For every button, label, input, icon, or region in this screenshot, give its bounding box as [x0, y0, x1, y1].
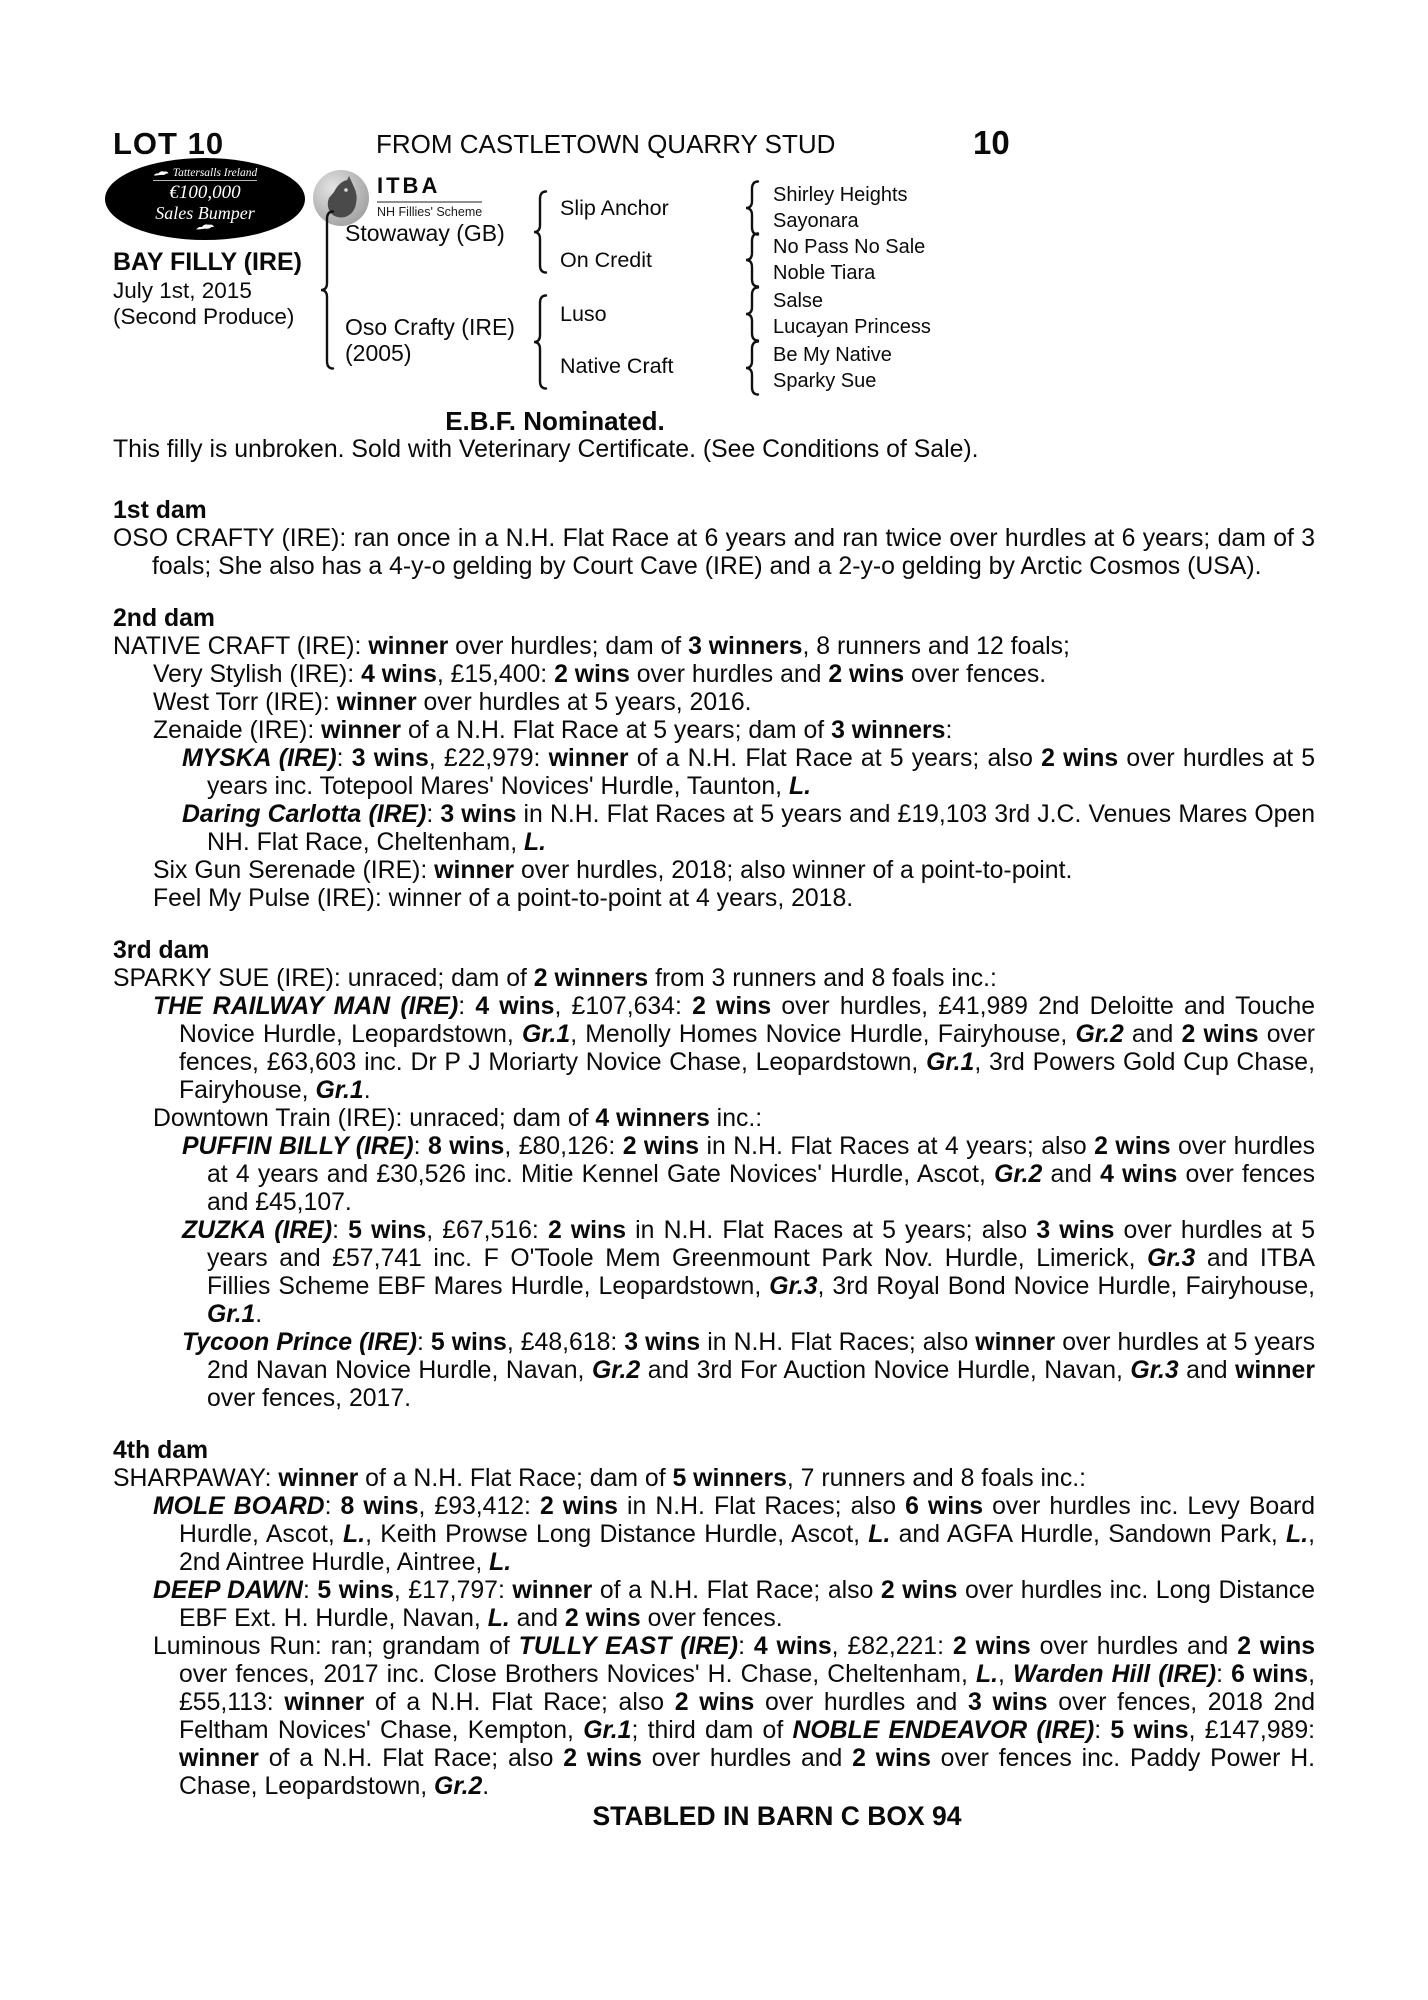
- text-run: Gr.3: [1147, 1245, 1196, 1272]
- pedigree-paragraph: [113, 1105, 1315, 1133]
- text-run: MOLE BOARD: [153, 1493, 325, 1520]
- bumper-brand-row: [153, 167, 257, 181]
- subject-foaled-date: July 1st, 2015: [113, 278, 252, 303]
- text-run: :: [426, 801, 441, 828]
- text-run: over fences, £63,603 inc. Dr P J Moriarty Novice Chase, Leopardstown,: [179, 1021, 1315, 1076]
- pedigree-ggp-3: No Pass No Sale: [773, 236, 926, 258]
- text-run: in N.H. Flat Races at 5 years; also: [626, 1217, 1037, 1244]
- fox-icon: [153, 170, 169, 177]
- text-run: 5 wins: [317, 1577, 394, 1604]
- pedigree-dam-year: (2005): [345, 340, 412, 366]
- text-run: over hurdles and: [641, 1745, 853, 1772]
- text-run: 2 wins: [622, 1133, 700, 1160]
- sales-bumper-logo: [105, 158, 305, 240]
- text-run: THE RAILWAY MAN (IRE): [153, 993, 459, 1020]
- text-run: winner: [284, 1689, 365, 1716]
- bumper-amount: €100,000: [169, 182, 241, 203]
- text-run: and: [1123, 1021, 1182, 1048]
- text-run: 3 wins: [440, 801, 517, 828]
- text-run: over hurdles, 2018; also winner of a point-to-point.: [514, 857, 1073, 884]
- text-run: NATIVE CRAFT (IRE):: [113, 633, 369, 660]
- text-run: , 3rd Royal Bond Novice Hurdle, Fairyhouse,: [817, 1273, 1315, 1300]
- brace-icon: [533, 294, 549, 390]
- text-run: :: [302, 1577, 318, 1604]
- text-run: 6 wins: [905, 1493, 984, 1520]
- fox-icon: [195, 223, 215, 231]
- text-run: L.: [868, 1521, 891, 1548]
- pedigree-paragraph: [113, 717, 1315, 745]
- lot-number: LOT 10: [113, 126, 225, 161]
- text-run: , £80,126:: [504, 1133, 623, 1160]
- text-run: TULLY EAST (IRE): [518, 1633, 739, 1660]
- brace-icon: [745, 232, 761, 288]
- section-heading: 4th dam: [113, 1437, 209, 1464]
- pedigree-paragraph: [113, 1133, 1315, 1217]
- text-run: winner: [336, 689, 417, 716]
- subject-block: [113, 248, 302, 330]
- pedigree-ggp-2: Sayonara: [773, 210, 859, 232]
- text-run: inc.:: [709, 1105, 763, 1132]
- pedigree-sire-sire: Slip Anchor: [560, 196, 669, 220]
- text-run: L.: [975, 1661, 998, 1688]
- text-run: winner: [278, 1465, 359, 1492]
- bumper-brand: Tattersalls Ireland: [172, 167, 258, 179]
- pedigree-paragraph: [113, 801, 1315, 857]
- text-run: , £82,221:: [831, 1633, 953, 1660]
- text-run: and 3rd For Auction Novice Hurdle, Navan,: [640, 1357, 1131, 1384]
- text-run: in N.H. Flat Races at 5 years and £19,103 3rd J.C. Venues Mares Open NH. Flat Race, Cheltenham,: [207, 801, 1316, 856]
- stabled-line: STABLED IN BARN C BOX 94: [592, 1801, 962, 1831]
- pedigree-paragraph: [113, 965, 1315, 993]
- text-run: L.: [343, 1521, 366, 1548]
- text-run: over fences, 2018 2nd Feltham Novices' Chase, Kempton,: [179, 1689, 1316, 1744]
- text-run: of a N.H. Flat Race at 5 years; also: [628, 745, 1042, 772]
- text-run: Very Stylish (IRE):: [153, 661, 362, 688]
- text-run: of a N.H. Flat Race; also: [592, 1577, 881, 1604]
- text-run: Tycoon Prince (IRE): [182, 1329, 417, 1356]
- text-run: and: [1178, 1357, 1236, 1384]
- text-run: , £17,797:: [393, 1577, 513, 1604]
- text-run: 4 winners: [595, 1105, 710, 1132]
- text-run: over fences, 2017 inc. Close Brothers Novices' H. Chase, Cheltenham,: [179, 1661, 976, 1688]
- text-run: Gr.3: [1130, 1357, 1179, 1384]
- pedigree-paragraph: [113, 1329, 1315, 1413]
- text-run: 8 wins: [427, 1133, 505, 1160]
- text-run: Luminous Run: ran; grandam of: [153, 1633, 519, 1660]
- brace-icon: [533, 190, 549, 274]
- page-number: 10: [973, 124, 1010, 161]
- text-run: L.: [523, 829, 547, 856]
- text-run: in N.H. Flat Races; also: [700, 1329, 976, 1356]
- vendor-line: FROM CASTLETOWN QUARRY STUD: [376, 129, 836, 159]
- text-run: and: [1042, 1161, 1101, 1188]
- text-run: :: [416, 1329, 431, 1356]
- text-run: winner: [548, 745, 629, 772]
- text-run: over hurdles at 5 years, 2016.: [416, 689, 752, 716]
- text-run: in N.H. Flat Races; also: [617, 1493, 906, 1520]
- text-run: and AGFA Hurdle, Sandown Park,: [890, 1521, 1287, 1548]
- itba-scheme: NH Fillies' Scheme: [377, 205, 483, 219]
- text-run: Gr.1: [583, 1717, 632, 1744]
- text-run: , £67,516:: [426, 1217, 548, 1244]
- text-run: :: [336, 745, 352, 772]
- text-run: over hurdles at 5 years inc. Totepool Mares' Novices' Hurdle, Taunton,: [207, 745, 1315, 800]
- text-run: and ITBA Fillies Scheme EBF Mares Hurdle, Leopardstown,: [207, 1245, 1315, 1300]
- text-run: winner: [321, 717, 402, 744]
- text-run: , 2nd Aintree Hurdle, Aintree,: [179, 1521, 1315, 1576]
- text-run: L.: [487, 1605, 510, 1632]
- pedigree-paragraph: [113, 1493, 1315, 1577]
- text-run: over hurdles and: [629, 661, 829, 688]
- itba-text: [377, 170, 482, 219]
- pedigree-paragraph: [113, 885, 1315, 913]
- text-run: West Torr (IRE):: [153, 689, 337, 716]
- text-run: Gr.3: [769, 1273, 818, 1300]
- text-run: 2 wins: [880, 1577, 958, 1604]
- text-run: from 3 runners and 8 foals inc.:: [648, 965, 997, 992]
- text-run: Six Gun Serenade (IRE):: [153, 857, 435, 884]
- pedigree-paragraph: [113, 745, 1315, 801]
- text-run: 2 wins: [852, 1745, 931, 1772]
- text-run: 4 wins: [753, 1633, 832, 1660]
- text-run: over hurdles at 4 years and £30,526 inc. Mitie Kennel Gate Novices' Hurdle, Ascot,: [207, 1133, 1316, 1188]
- text-run: .: [255, 1301, 263, 1328]
- pedigree-dam: [345, 314, 515, 366]
- text-run: , 8 runners and 12 foals;: [802, 633, 1070, 660]
- text-run: 2 wins: [554, 661, 630, 688]
- text-run: winner: [434, 857, 515, 884]
- text-run: 3 winners: [831, 717, 946, 744]
- text-run: over fences.: [640, 1605, 783, 1632]
- text-run: winner: [975, 1329, 1056, 1356]
- pedigree-paragraph: [113, 993, 1315, 1105]
- text-run: and: [509, 1605, 565, 1632]
- pedigree-ggp-1: Shirley Heights: [773, 184, 908, 206]
- text-run: over hurdles; dam of: [448, 633, 689, 660]
- text-run: 2 wins: [563, 1745, 642, 1772]
- text-run: 2 wins: [692, 993, 772, 1020]
- text-run: over fences, 2017.: [207, 1385, 412, 1412]
- text-run: , Keith Prowse Long Distance Hurdle, Ascot,: [365, 1521, 869, 1548]
- text-run: 2 wins: [828, 661, 905, 688]
- section-heading: 1st dam: [113, 497, 207, 524]
- text-run: over fences inc. Paddy Power H. Chase, Leopardstown,: [179, 1745, 1315, 1800]
- page-header: [113, 124, 1315, 161]
- text-run: :: [945, 717, 953, 744]
- bumper-name: Sales Bumper: [155, 203, 255, 223]
- text-run: :: [458, 993, 476, 1020]
- text-run: L.: [489, 1549, 512, 1576]
- text-run: 4 wins: [361, 661, 437, 688]
- pedigree-paragraph: [113, 1577, 1315, 1633]
- text-run: 6 wins: [1231, 1661, 1309, 1688]
- pedigree-ggp-6: Lucayan Princess: [773, 316, 931, 338]
- text-run: over hurdles and: [1030, 1633, 1238, 1660]
- text-run: over hurdles and: [754, 1689, 968, 1716]
- text-run: Gr.1: [521, 1021, 571, 1048]
- pedigree-ggp-5: Salse: [773, 290, 824, 312]
- text-run: winner: [1235, 1357, 1315, 1384]
- pedigree-sire-dam: On Credit: [560, 248, 653, 272]
- text-run: :: [324, 1493, 341, 1520]
- text-run: :: [1216, 1661, 1232, 1688]
- text-run: 2 winners: [533, 965, 649, 992]
- text-run: , £107,634:: [554, 993, 693, 1020]
- text-run: over fences and £45,107.: [207, 1161, 1316, 1216]
- itba-name: ITBA: [377, 173, 482, 203]
- subject-name: BAY FILLY (IRE): [113, 248, 302, 276]
- text-run: 5 wins: [348, 1217, 427, 1244]
- text-run: 2 wins: [540, 1493, 618, 1520]
- text-run: OSO CRAFTY (IRE): ran once in a N.H. Flat Race at 6 years and ran twice over hurdles at 6 years; dam of 3 foals; She also has a 4-y-o gelding by Court Cave (IRE) and a 2-y-o gelding by Arctic Cosmos (USA).: [113, 525, 1315, 580]
- text-run: , £22,979:: [428, 745, 549, 772]
- text-run: L.: [788, 773, 811, 800]
- text-run: Gr.2: [1075, 1021, 1124, 1048]
- text-run: of a N.H. Flat Race; also: [364, 1689, 675, 1716]
- text-run: MYSKA (IRE): [182, 745, 337, 772]
- text-run: SHARPAWAY:: [113, 1465, 279, 1492]
- text-run: 5 wins: [1110, 1717, 1189, 1744]
- text-run: 2 wins: [564, 1605, 641, 1632]
- text-run: winner: [512, 1577, 593, 1604]
- text-run: , Menolly Homes Novice Hurdle, Fairyhouse,: [570, 1021, 1076, 1048]
- itba-logo: [313, 170, 482, 226]
- ebf-nominated-line: E.B.F. Nominated.: [445, 406, 665, 436]
- pedigree-ggp-8: Sparky Sue: [773, 370, 877, 392]
- text-run: 3 winners: [688, 633, 803, 660]
- text-run: ZUZKA (IRE): [182, 1217, 333, 1244]
- text-run: 3 wins: [1036, 1217, 1115, 1244]
- text-run: DEEP DAWN: [153, 1577, 303, 1604]
- text-run: PUFFIN BILLY (IRE): [182, 1133, 414, 1160]
- pedigree-paragraph: [113, 857, 1315, 885]
- text-run: , £55,113:: [179, 1661, 1315, 1716]
- sale-conditions-line: This filly is unbroken. Sold with Veterinary Certificate. (See Conditions of Sale).: [113, 436, 979, 463]
- text-run: Gr.2: [591, 1357, 641, 1384]
- text-run: over fences.: [904, 661, 1047, 688]
- pedigree-paragraph: [113, 525, 1315, 581]
- pedigree-paragraph: [113, 633, 1315, 661]
- text-run: 2 wins: [674, 1689, 755, 1716]
- pedigree-paragraph: [113, 1465, 1315, 1493]
- text-run: :: [738, 1633, 754, 1660]
- text-run: , £93,412:: [418, 1493, 540, 1520]
- text-run: ; third dam of: [631, 1717, 793, 1744]
- text-run: Gr.2: [994, 1161, 1043, 1188]
- text-run: , 3rd Powers Gold Cup Chase, Fairyhouse,: [179, 1049, 1315, 1104]
- text-run: 2 wins: [547, 1217, 626, 1244]
- text-run: .: [363, 1077, 371, 1104]
- section-heading: 2nd dam: [113, 605, 215, 632]
- text-run: .: [482, 1773, 490, 1800]
- text-run: 2 wins: [1041, 745, 1119, 772]
- text-run: over hurdles, £41,989 2nd Deloitte and Touche Novice Hurdle, Leopardstown,: [179, 993, 1316, 1048]
- text-run: Zenaide (IRE):: [153, 717, 322, 744]
- text-run: , £147,989:: [1188, 1717, 1316, 1744]
- pedigree-dam-dam: Native Craft: [560, 354, 674, 378]
- subject-produce-note: (Second Produce): [113, 304, 295, 329]
- text-run: 2 wins: [1237, 1633, 1316, 1660]
- text-run: Gr.1: [207, 1301, 256, 1328]
- text-run: Gr.2: [434, 1773, 483, 1800]
- text-run: 5 wins: [430, 1329, 507, 1356]
- text-run: 4 wins: [475, 993, 555, 1020]
- brace-icon: [320, 210, 336, 370]
- pedigree-dam-name: Oso Crafty (IRE): [345, 314, 515, 340]
- pedigree-dam-sire: Luso: [560, 302, 607, 326]
- text-run: Feel My Pulse (IRE): winner of a point-to-point at 4 years, 2018.: [153, 885, 854, 912]
- text-run: over hurdles at 5 years 2nd Navan Novice Hurdle, Navan,: [207, 1329, 1316, 1384]
- text-run: 3 wins: [351, 745, 429, 772]
- pedigree-sire: Stowaway (GB): [345, 220, 505, 246]
- text-run: L.: [1286, 1521, 1309, 1548]
- brace-icon: [745, 340, 761, 396]
- text-run: of a N.H. Flat Race; also: [258, 1745, 564, 1772]
- pedigree-ggp-4: Noble Tiara: [773, 262, 876, 284]
- text-run: :: [332, 1217, 349, 1244]
- pedigree-band: [113, 156, 1315, 406]
- text-run: Gr.1: [926, 1049, 975, 1076]
- text-run: 3 wins: [967, 1689, 1048, 1716]
- pedigree-paragraph: [113, 661, 1315, 689]
- dam-sections: [113, 497, 1315, 1801]
- section-heading: 3rd dam: [113, 937, 210, 964]
- text-run: 2 wins: [1094, 1133, 1171, 1160]
- text-run: 5 winners: [672, 1465, 787, 1492]
- text-run: Gr.1: [315, 1077, 364, 1104]
- brace-icon: [745, 286, 761, 342]
- text-run: NOBLE ENDEAVOR (IRE): [792, 1717, 1095, 1744]
- text-run: :: [1094, 1717, 1111, 1744]
- text-run: :: [413, 1133, 428, 1160]
- text-run: 8 wins: [340, 1493, 419, 1520]
- text-run: Daring Carlotta (IRE): [182, 801, 427, 828]
- text-run: over hurdles inc. Levy Board Hurdle, Ascot,: [179, 1493, 1316, 1548]
- text-run: over hurdles inc. Long Distance EBF Ext. H. Hurdle, Navan,: [179, 1577, 1315, 1632]
- text-run: 2 wins: [952, 1633, 1031, 1660]
- text-run: over hurdles at 5 years and £57,741 inc. F O'Toole Mem Greenmount Park Nov. Hurdle, Limerick,: [207, 1217, 1316, 1272]
- text-run: winner: [368, 633, 449, 660]
- text-run: ,: [997, 1661, 1013, 1688]
- pedigree-paragraph: [113, 1217, 1315, 1329]
- text-run: 3 wins: [624, 1329, 701, 1356]
- pedigree-ggp-7: Be My Native: [773, 344, 892, 366]
- text-run: 2 wins: [1181, 1021, 1259, 1048]
- text-run: in N.H. Flat Races at 4 years; also: [699, 1133, 1095, 1160]
- pedigree-paragraph: [113, 1633, 1315, 1801]
- text-run: of a N.H. Flat Race; dam of: [358, 1465, 673, 1492]
- text-run: winner: [179, 1745, 259, 1772]
- brace-icon: [745, 180, 761, 236]
- text-run: 4 wins: [1100, 1161, 1178, 1188]
- text-run: Warden Hill (IRE): [1012, 1661, 1217, 1688]
- text-run: , £15,400:: [436, 661, 555, 688]
- text-run: , 7 runners and 8 foals inc.:: [786, 1465, 1087, 1492]
- text-run: SPARKY SUE (IRE): unraced; dam of: [113, 965, 534, 992]
- text-run: , £48,618:: [506, 1329, 625, 1356]
- text-run: of a N.H. Flat Race at 5 years; dam of: [401, 717, 832, 744]
- text-run: Downtown Train (IRE): unraced; dam of: [153, 1105, 596, 1132]
- pedigree-paragraph: [113, 689, 1315, 717]
